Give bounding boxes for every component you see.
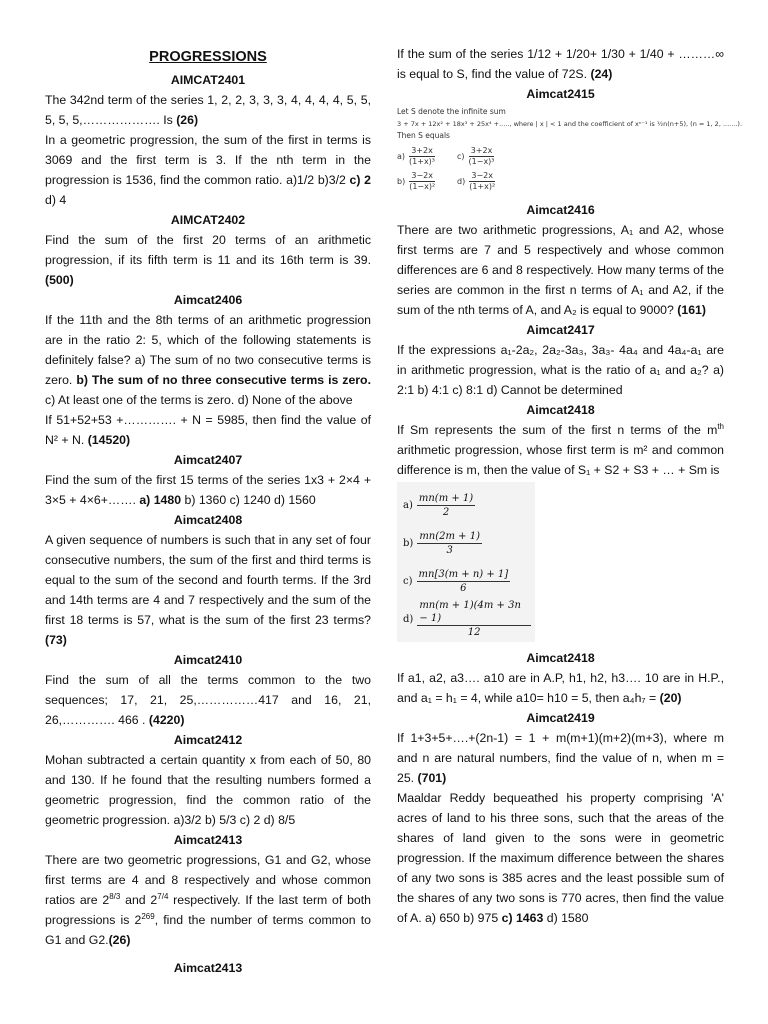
question: If 1+3+5+….+(2n-1) = 1 + m(m+1)(m+2)(m+3), where m and n are natural numbers, find the value of n, when m = 25. (701) [397,731,724,785]
section-heading: Aimcat2407 [173,453,243,467]
option: d) $\frac{3-2x}{\text{(1+x)²}}$ [457,171,496,191]
answer: (24) [590,67,613,81]
section-heading: Aimcat2419 [526,711,595,725]
question: Find the sum of the first 15 terms of the series 1x3 + 2×4 + 3×5 + 4×6+……. a) 1480 b) 1360 c) 1240 d) 1560 [45,473,371,507]
answer: (161) [677,303,706,317]
section-heading: Aimcat2410 [173,653,243,667]
question: Maaldar Reddy bequeathed his property comprising 'A' acres of land to his three sons, such that the areas of the shares of land given to the sons were in geometric progression. If the maximum difference between the shares of any two sons is 385 acres and the least possible sum of the shares of any two sons is 770 acres, then find the value of A. a) 650 b) 975 c) 1463 d) 1580 [397,791,724,925]
option: c) $\frac{3+2x}{\text{(1−x)³}}$ [457,146,495,166]
question: If 51+52+53 +…………. + N = 5985, then find the value of N² + N. (14520) [45,413,371,447]
question: Find the sum of the first 20 terms of an arithmetic progression, if its fifth term is 11 and its 16th term is 39.(500) [45,233,371,287]
answer: (500) [45,273,74,287]
question-image: Let S denote the infinite sum 3 + 7x + 12x² + 18x³ + 25x⁴ +....., where | x | < 1 and the coefficient of xⁿ⁻¹ is ½n(n+5), (n = 1, 2, .......). Then S equals a) $\frac{3+2x}{\text{(1+x)³}}$ c) $\frac{3+2x}{\text{(1−x)³}}$ b) $\frac{3-2x}{\text{(1−x)²}}$ d) $\frac{3-2x}{\text{(1+x)²}}$ [397,107,743,191]
right-column [397,44,743,928]
question: The 342nd term of the series 1, 2, 2, 3, 3, 3, 4, 4, 4, 4, 5, 5, 5, 5, 5,………………. Is (26) [45,93,371,127]
section-heading: Aimcat2412 [173,733,243,747]
answer: c) 1463 [501,911,544,925]
option: d) $\frac{mn(m + 1)(4m + 3n - 1)}{12}$ [403,600,531,638]
section-heading: Aimcat2416 [526,203,595,217]
question: There are two arithmetic progressions, A₁ and A2, whose first terms are 7 and 5 respectively and whose common differences are 6 and 8 respectively. How many terms of the series are common in the first n terms of A₁ and A2, if the sum of the nth terms of A, and A₂ is equal to 9000? (161) [397,223,724,317]
section-heading: Aimcat2415 [526,87,595,101]
answer: a) 1480 [139,493,182,507]
question: Mohan subtracted a certain quantity x from each of 50, 80 and 130. If he found that the resulting numbers formed a geometric progression, find the common ratio of the geometric progression. a)3/2 b) 5/3 c) 2 d) 8/5 [45,753,371,827]
answer: (20) [659,691,682,705]
question: If a1, a2, a3…. a10 are in A.P, h1, h2, h3…. 10 are in H.P., and a₁ = h₁ = 4, while a10= h10 = 5, then a₄h₇ = (20) [397,671,724,705]
question: Find the sum of all the terms common to the two sequences; 17, 21, 25,……………417 and 16, 21, 26,…………. 466 . (4220) [45,673,371,727]
section-heading: Aimcat2406 [173,293,243,307]
answer: (26) [108,933,131,947]
answer: (26) [176,113,199,127]
left-column [45,44,371,978]
answer: c) 2 [349,173,371,187]
option: c) $\frac{mn[3(m + n) + 1]}{6}$ [403,568,509,594]
options-image [397,482,535,642]
answer: (14520) [87,433,131,447]
option: a) $\frac{3+2x}{\text{(1+x)³}}$ [397,146,436,166]
question: A given sequence of numbers is such that in any set of four consecutive numbers, the sum of the first and third terms is equal to the sum of the second and fourth terms. If the 3rd and 14th terms are 4 and 7 respectively and the sum of the first 18 terms is 57, what is the sum of the first 23 terms? (73) [45,533,371,647]
section-heading: Aimcat2417 [526,323,595,337]
answer: (73) [45,633,67,647]
question: If Sm represents the sum of the first n terms of the $m^{th}$ arithmetic progression, whose first term is m² and common difference is m, then the value of S₁ + S2 + S3 + … + Sm is [397,421,724,477]
option: a) $\frac{mn(m + 1)}{2}$ [403,492,474,518]
section-heading: Aimcat2418 [526,651,595,665]
section-heading: AIMCAT2402 [170,213,246,227]
section-heading: AIMCAT2401 [170,73,246,87]
question: If the sum of the series 1/12 + 1/20+ 1/30 + 1/40 + ………∞ is equal to S, find the value of 72S. (24) [397,47,724,81]
question: There are two geometric progressions, G1 and G2, whose first terms are 4 and 8 respectively and whose common ratios are $2^{8/3}$ and $2^{7/4}$ respectively. If the last term of both progressions is $2^{269}$, find the number of terms common to G1 and G2.(26) [45,853,371,947]
option: b) $\frac{3-2x}{\text{(1−x)²}}$ [397,171,436,191]
question: If the expressions a₁-2a₂, 2a₂-3a₃, 3a₃- 4a₄ and 4a₄-a₁ are in arithmetic progression, what is the ratio of a₁ and a₂? a) 2:1 b) 4:1 c) 8:1 d) Cannot be determined [397,343,724,397]
section-heading: Aimcat2413 [173,961,243,975]
option-grid [397,146,724,192]
page-title: PROGRESSIONS [149,49,267,65]
section-heading: Aimcat2418 [526,403,595,417]
answer: (701) [417,771,447,785]
option: b) $\frac{mn(2m + 1)}{3}$ [403,530,480,556]
section-heading: Aimcat2413 [173,833,243,847]
answer: b) The sum of no three consecutive terms is zero. [76,373,371,387]
question: If the 11th and the 8th terms of an arithmetic progression are in the ratio 2: 5, which of the following statements is definitely false? a) The sum of no two consecutive terms is zero. b) The sum of no three consecutive terms is zero. c) At least one of the terms is zero. d) None of the above [45,313,371,407]
answer: (4220) [148,713,185,727]
question: In a geometric progression, the sum of the first in terms is 3069 and the first term is 3. If the nth term in the progression is 1536, find the common ratio. a)1/2 b)3/2 c) 2 d) 4 [45,133,371,207]
section-heading: Aimcat2408 [173,513,243,527]
